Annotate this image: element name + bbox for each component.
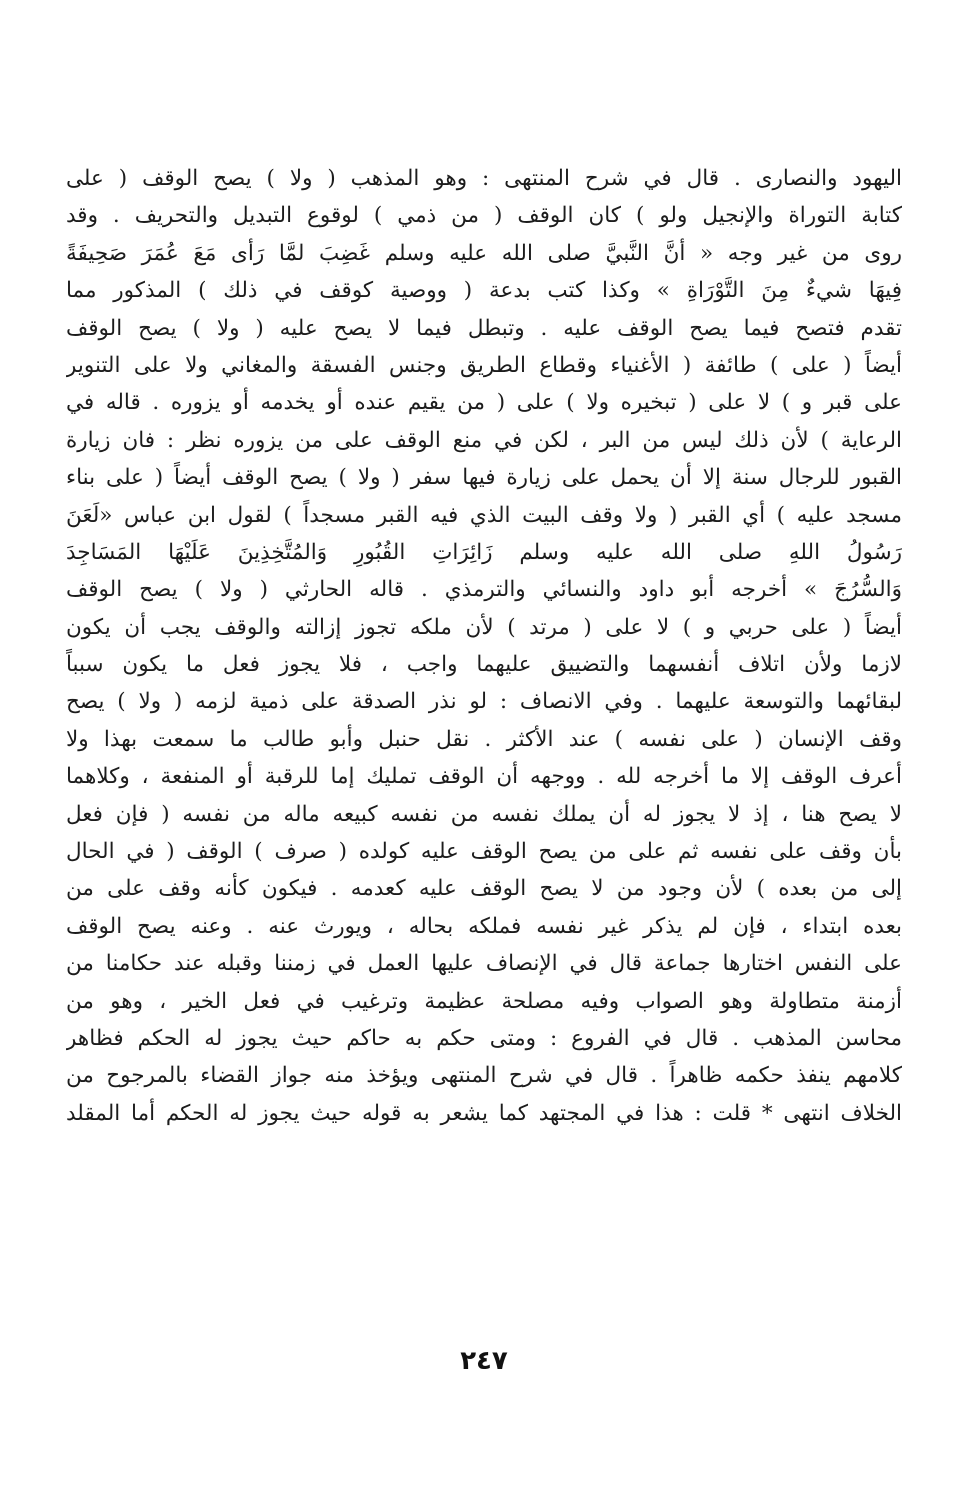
text-line: بعده ابتداء ، فإن لم يذكر غير نفسه فملكه بحاله ، ويورث عنه . وعنه يصح الوقف [66,913,902,939]
text-line: القبور للرجال سنة إلا أن يحمل على زيارة فيها سفر ( ولا ) يصح الوقف أيضاً ( على بناء [66,465,902,491]
text-line: روى من غير وجه « أنَّ النَّبيَّ صلى الله عليه وسلم غَضِبَ لمَّا رَأى مَعَ عُمَرَ صَحِيفَةً [66,240,902,266]
text-line: بأن وقف على نفسه ثم على من يصح الوقف عليه كولده ( صرف ) الوقف ( في الحال [66,839,902,865]
text-line: وقف الإنسان ( على نفسه ) عند الأكثر . نقل حنبل وأبو طالب ما سمعت بهذا ولا [66,726,902,752]
text-line: على النفس اختارها جماعة قال في الإنصاف عليها العمل في زمننا وقبله عند حكامنا من [66,951,902,977]
page-body-text [66,160,902,1132]
text-line: أزمنة متطاولة وهو الصواب وفيه مصلحة عظيمة وترغيب في فعل الخير ، وهو من [66,988,902,1014]
text-line: اليهود والنصارى . قال في شرح المنتهى : وهو المذهب ( ولا ) يصح الوقف ( على [66,166,902,191]
text-line: الرعاية ) لأن ذلك ليس من البر ، لكن في منع الوقف على من يزوره نظر : فان زيارة [66,427,902,453]
text-line: كتابة التوراة والإنجيل ولو ) كان الوقف ( من ذمي ) لوقوع التبديل والتحريف . وقد [66,203,902,229]
page-number: ٢٤٧ [460,1346,508,1376]
text-line: أيضاً ( على حربي و ) لا على ( مرتد ) لأن ملكه تجوز إزالته والوقف يجب أن يكون [66,614,902,640]
text-line: الخلاف انتهى * قلت : هذا في المجتهد كما يشعر به قوله حيث يجوز له الحكم أما المقلد [66,1100,902,1126]
text-line: أيضاً ( على ) طائفة ( الأغنياء وقطاع الطريق وجنس الفسقة والمغاني ولا على التنوير [66,352,902,378]
text-line: إلى من بعده ) لأن وجود من لا يصح الوقف عليه كعدمه . فيكون كأنه وقف على من [66,876,902,902]
text-line: على قبر و ) لا على ( تبخيره ولا ) على ( من يقيم عنده أو يخدمه أو يزوره . قاله في [66,390,902,416]
text-line: لا يصح هنا ، إذ لا يجوز له أن يملك نفسه من نفسه كبيعه ماله من نفسه ( فإن فعل [66,801,902,827]
text-line: فِيهَا شيءٌ مِنَ التَّوْرَاةِ » وكذا كتب بدعة ( ووصية كوقف في ذلك ) المذكور مما [66,278,902,304]
text-line: محاسن المذهب . قال في الفروع : ومتى حكم به حاكم حيث يجوز له الحكم فظاهر [66,1025,902,1051]
text-line: أعرف الوقف إلا ما أخرجه لله . ووجهه أن الوقف تمليك إما للرقبة أو المنفعة ، وكلاهما [66,764,902,790]
text-line: مسجد عليه ) أي القبر ( ولا وقف البيت الذي فيه القبر مسجداً ) لقول ابن عباس «لَعَنَ [66,502,902,528]
text-line: تقدم فتصح فيما يصح الوقف عليه . وتبطل فيما لا يصح عليه ( ولا ) يصح الوقف [66,315,902,341]
text-line: كلامهم ينفذ حكمه ظاهراً . قال في شرح المنتهى ويؤخذ منه جواز القضاء بالمرجوح من [66,1063,902,1089]
text-line: لازما ولأن اتلاف أنفسهما والتضييق عليهما واجب ، فلا يجوز فعل ما يكون سبباً [66,652,902,678]
text-line: رَسُولُ اللهِ صلى الله عليه وسلم زَائِرَاتِ القُبُورِ وَالمُتَّخِذِينَ عَلَيْهَا المَسَاجِدَ [66,539,902,565]
text-line: وَالسُّرُجَ » أخرجه أبو داود والنسائي والترمذي . قاله الحارثي ( ولا ) يصح الوقف [66,577,902,603]
text-line: لبقائهما والتوسعة عليهما . وفي الانصاف : لو نذر الصدقة على ذمية لزمه ( ولا ) يصح [66,689,902,715]
